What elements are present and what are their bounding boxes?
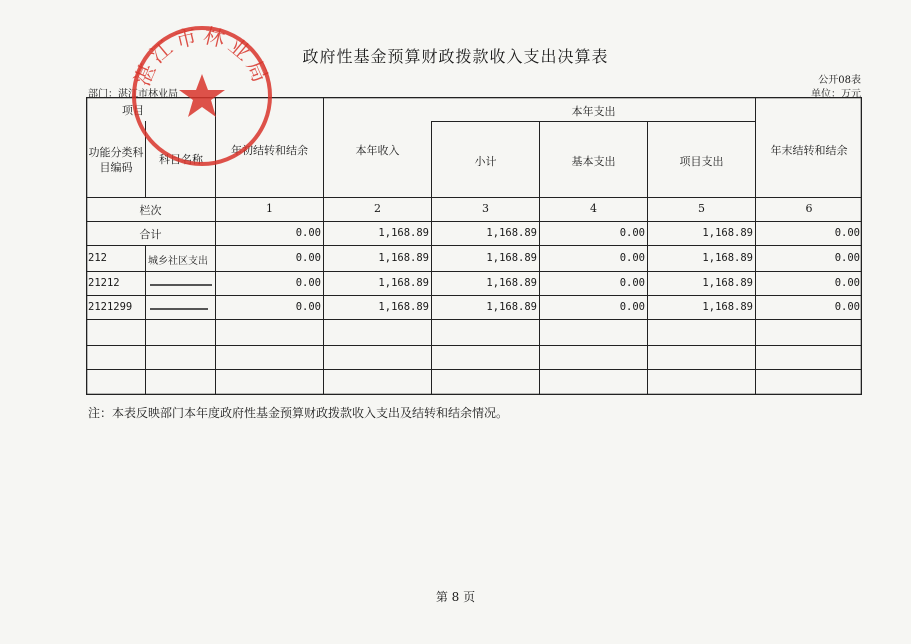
header-begin-balance: 年初结转和结余 (231, 144, 308, 157)
col-number: 3 (482, 202, 489, 215)
row-value: 1,168.89 (378, 252, 429, 264)
form-code: 公开08表 (818, 75, 861, 86)
page-number: 第 8 页 (435, 590, 476, 604)
row-value: 1,168.89 (702, 252, 753, 264)
svg-text:湛江市林业局: 湛江市林业局 (130, 23, 274, 90)
illegible-name-text (150, 284, 212, 286)
row-value: 0.00 (834, 301, 860, 313)
row-value: 0.00 (834, 277, 860, 289)
header-end-balance: 年末结转和结余 (770, 144, 848, 157)
row-value: 0.00 (619, 277, 645, 289)
row-value: 1,168.89 (702, 277, 753, 289)
total-value: 0.00 (834, 227, 860, 239)
row-value: 0.00 (295, 301, 321, 313)
row-code: 2121299 (88, 301, 133, 313)
header-subject-name: 科目名称 (159, 153, 203, 166)
column-no-label: 栏次 (139, 204, 162, 217)
row-value: 0.00 (295, 252, 321, 264)
row-value: 1,168.89 (486, 301, 537, 313)
col-number: 6 (805, 202, 813, 215)
table-grid (86, 97, 862, 395)
footnote: 注：本表反映部门本年度政府性基金预算财政拨款收入支出及结转和结余情况。 (88, 406, 509, 420)
header-basic: 基本支出 (571, 155, 616, 168)
col-number: 2 (374, 202, 381, 215)
illegible-name-text (150, 308, 208, 310)
col-number: 4 (590, 202, 597, 215)
header-func-code: 功能分类科目编码 (88, 146, 144, 174)
budget-table (86, 97, 862, 395)
total-value: 0.00 (295, 227, 321, 239)
row-code: 212 (88, 252, 107, 264)
row-value: 0.00 (619, 252, 645, 264)
header-income: 本年收入 (355, 144, 400, 157)
col-number: 1 (266, 202, 273, 215)
header-project: 项目支出 (679, 155, 724, 168)
row-value: 1,168.89 (486, 277, 537, 289)
col-number: 5 (698, 202, 705, 215)
header-subtotal: 小计 (474, 155, 497, 168)
row-value: 1,168.89 (702, 301, 753, 313)
row-name: 城乡社区支出 (148, 256, 208, 267)
row-value: 1,168.89 (378, 301, 429, 313)
department-label: 部门：湛江市林业局 (88, 89, 178, 100)
page-title: 政府性基金预算财政拨款收入支出决算表 (302, 47, 609, 66)
total-value: 0.00 (619, 227, 645, 239)
row-value: 0.00 (834, 252, 860, 264)
header-expense-group: 本年支出 (571, 105, 616, 118)
total-value: 1,168.89 (486, 227, 537, 239)
total-value: 1,168.89 (378, 227, 429, 239)
row-value: 0.00 (295, 277, 321, 289)
header-item: 项目 (122, 104, 144, 117)
row-value: 1,168.89 (378, 277, 429, 289)
unit-label: 单位：万元 (811, 89, 861, 100)
total-label: 合计 (139, 228, 162, 241)
total-value: 1,168.89 (702, 227, 753, 239)
row-code: 21212 (88, 277, 120, 289)
row-value: 1,168.89 (486, 252, 537, 264)
row-value: 0.00 (619, 301, 645, 313)
